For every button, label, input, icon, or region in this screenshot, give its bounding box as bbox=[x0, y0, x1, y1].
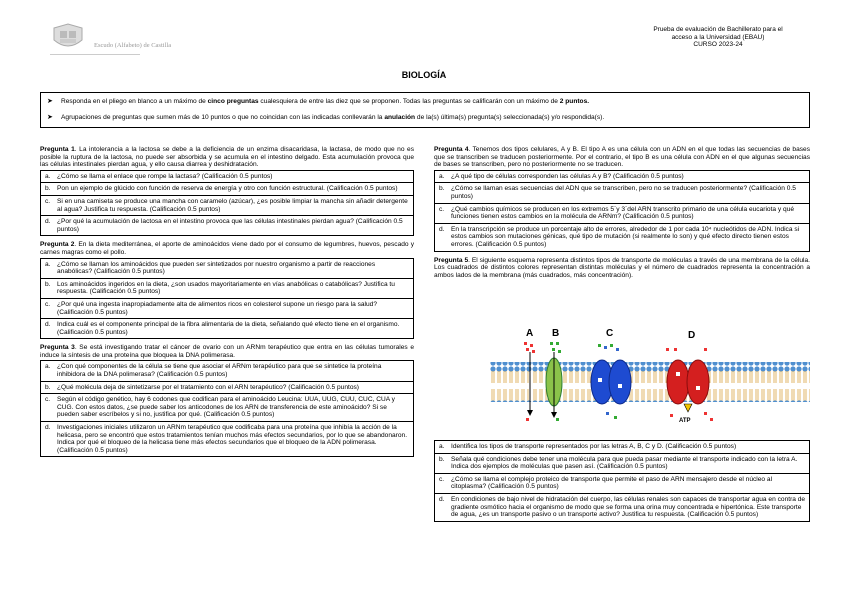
question-3-d: d. Investigaciones iniciales utilizaron un ARNm terapéutico que codificaba para una proteína que inhibía la acción de la helicasa, pero se encontró que estos tratamientos tenían muchos más efectos secundarios, por lo que se abandonaron. Indica por qué el bloqueo de la helicasa tiene más efectos secundarios que el bloqueo de la ADN polimerasa. (Calificación 0.5 puntos) bbox=[40, 421, 414, 457]
question-1-a: a. ¿Cómo se llama el enlace que rompe la lactasa? (Calificación 0.5 puntos) bbox=[40, 170, 414, 184]
arrow-bullet-icon: ➤ bbox=[47, 114, 53, 121]
question-3-c: c. Según el código genético, hay 6 codones que codifican para el aminoácido Leucina: UUA, UUG, CUU, CUC, CUA y CUG. Con estos datos, ¿se puede saber los anticodones de los ARN de transferencia de este aminoácido? Si se pueden saber escríbelos y si no, justifica por qué. (Calificación 0.5 puntos) bbox=[40, 393, 414, 422]
question-4-c: c. ¿Qué cambios químicos se producen en los extremos 5´y 3´del ARN transcrito primario de una célula eucariota y qué funciones tienen estos cambios en la molécula de ARNm? (Calificación 0.5 puntos) bbox=[434, 203, 810, 224]
carrier-protein-c-right bbox=[609, 360, 631, 404]
question-1-b: b. Pon un ejemplo de glúcido con función de reserva de energía y otro con función estructural. (Calificación 0.5 puntos) bbox=[40, 182, 414, 196]
lipid-bilayer bbox=[490, 362, 810, 402]
instruction-1: ➤ Responda en el pliego en blanco a un máximo de cinco preguntas cualesquiera de entre las diez que se proponen. Todas las preguntas se calificarán con un máximo de 2 puntos. bbox=[47, 98, 590, 105]
left-column bbox=[40, 146, 414, 457]
question-2-a: a. ¿Cómo se llaman los aminoácidos que pueden ser sintetizados por nuestro organismo a partir de reacciones anabólicas? (Calificación 0.5 puntos) bbox=[40, 258, 414, 279]
university-crest-icon bbox=[46, 22, 90, 52]
label-d: D bbox=[688, 330, 696, 341]
question-1-c: c. Si en una camiseta se produce una mancha con caramelo (azúcar), ¿es posible limpiar la mancha sin añadir detergente al agua? Justifica tu respuesta. (Calificación 0.5 puntos) bbox=[40, 195, 414, 216]
question-2-c: c. ¿Por qué una ingesta inapropiadamente alta de alimentos ricos en colesterol supone un riesgo para la salud? (Calificación 0.5 puntos) bbox=[40, 298, 414, 319]
header-line-1: Prueba de evaluación de Bachillerato para el bbox=[653, 26, 783, 33]
university-logo bbox=[46, 22, 172, 62]
question-4-a: a. ¿A qué tipo de células corresponden las células A y B? (Calificación 0.5 puntos) bbox=[434, 170, 810, 184]
pump-protein-d-right bbox=[687, 360, 709, 404]
question-5-c: c. ¿Cómo se llama el complejo proteico de transporte que permite el paso de ARN mensajero desde el núcleo al citoplasma? (Calificación 0.5 puntos) bbox=[434, 473, 810, 494]
question-1-d: d. ¿Por qué la acumulación de lactosa en el intestino provoca que las células intestinales pierdan agua? (Calificación 0.5 puntos) bbox=[40, 215, 414, 236]
question-2-intro: Pregunta 2. En la dieta mediterránea, el aporte de aminoácidos viene dado por el consumo de legumbres, huevos, pescado y carnes magras como el pollo. bbox=[40, 241, 414, 256]
atp-label: ATP bbox=[679, 418, 691, 424]
question-5-d: d. En condiciones de bajo nivel de hidratación del cuerpo, las células renales son capaces de transportar agua en contra de gradiente osmótico hacia el organismo de modo que se forma una orina muy concentrada e hipertónica. Este transporte de agua, ¿es un transporte pasivo o un transporte activo? Justifica tu respuesta. (Calificación 0.5 puntos) bbox=[434, 493, 810, 522]
logo-text: Escudo (Alfabeto) de Castilla bbox=[94, 42, 172, 49]
question-5-options bbox=[434, 441, 810, 522]
header-line-3: CURSO 2023-24 bbox=[693, 41, 743, 48]
question-5-a: a. Identifica los tipos de transporte representados por las letras A, B, C y D. (Calificación 0.5 puntos) bbox=[434, 440, 810, 454]
question-1-intro: Pregunta 1. La intolerancia a la lactosa se debe a la deficiencia de un enzima disacaridasa, la lactasa, de modo que no es posible la ruptura de la lactosa, no puede ser absorbida y se acumula en el intestino delgado. Esta acumulación provoca que las células intestinales pierdan agua, y ello causa diarrea y deshidratación. bbox=[40, 146, 415, 169]
exam-header bbox=[618, 26, 818, 49]
pump-protein-d-left bbox=[667, 360, 689, 404]
right-column bbox=[434, 146, 810, 279]
membrane-transport-diagram bbox=[490, 326, 810, 430]
molecules-b-outside bbox=[550, 342, 561, 353]
question-2-d: d. Indica cuál es el componente principal de la fibra alimentaria de la dieta, señalando qué efecto tiene en el organismo. (Calificación 0.5 puntos) bbox=[40, 318, 414, 339]
instruction-2: ➤ Agrupaciones de preguntas que sumen más de 10 puntos o que no coincidan con las indicadas conllevarán la anulación de la(s) última(s) pregunta(s) seleccionada(s) y/o respondida(s). bbox=[47, 114, 605, 121]
arrow-bullet-icon: ➤ bbox=[47, 98, 53, 105]
label-b: B bbox=[552, 328, 560, 339]
question-3-intro: Pregunta 3. Se está investigando tratar el cáncer de ovario con un ARNm terapéutico que entra en las células tumorales e induce la síntesis de una proteína que bloquea la DNA polimerasa. bbox=[40, 344, 415, 359]
question-3-b: b. ¿Qué molécula deja de sintetizarse por el tratamiento con el ARN terapéutico? (Calificación 0.5 puntos) bbox=[40, 381, 414, 395]
molecules-a-outside bbox=[524, 342, 535, 353]
instructions-box bbox=[40, 92, 810, 128]
label-c: C bbox=[606, 328, 614, 339]
question-3-a: a. ¿Con qué componentes de la célula se tiene que asociar el ARNm terapéutico para que se sintetice la proteína inhibidora de la DNA polimerasa? (Calificación 0.5 puntos) bbox=[40, 360, 414, 381]
molecules-d-outside bbox=[666, 348, 707, 351]
page-title: BIOLOGÍA bbox=[401, 70, 447, 80]
question-2-b: b. Los aminoácidos ingeridos en la dieta, ¿son usados mayoritariamente en vías anabólicas o catabólicas? Justifica tu respuesta. (Calificación 0.5 puntos) bbox=[40, 278, 414, 299]
question-4-b: b. ¿Cómo se llaman esas secuencias del ADN que se transcriben, pero no se traducen posteriormente? (Calificación 0.5 puntos) bbox=[434, 182, 810, 203]
question-4-d: d. En la transcripción se produce un porcentaje alto de errores, alrededor de 1 por cada 10⁴ nucleótidos de ADN. Indica si estos cambios son mutaciones génicas, qué tipo de mutación (si realmente lo son) y qué efecto directo tienen estos errores. (Calificación 0.5 puntos) bbox=[434, 223, 810, 252]
molecules-c-outside bbox=[598, 344, 619, 351]
label-a: A bbox=[526, 328, 534, 339]
question-4-intro: Pregunta 4. Tenemos dos tipos celulares, A y B. El tipo A es una célula con un ADN en el que todas las secuencias de bases que se transcriben se traducen posteriormente. Por el contrario, el tipo B es una célula con ADN en el que algunas secuencias de bases se transcriben, pero no posteriormente no se traducen. bbox=[434, 146, 811, 169]
question-5-intro: Pregunta 5. El siguiente esquema representa distintos tipos de transporte de moléculas a través de una membrana de la célula. Los cuadrados de distintos colores representan distintas moléculas y el número de cuadrados representa la concentración a ambos lados de la membrana (más cuadrados, más concentración). bbox=[434, 256, 811, 279]
atp-icon bbox=[684, 404, 692, 412]
header-line-2: acceso a la Universidad (EBAU) bbox=[671, 33, 765, 41]
question-5-b: b. Señala qué condiciones debe tener una molécula para que pueda pasar mediante el transporte indicado con la letra A. Indica dos ejemplos de moléculas que pasen así. (Calificación 0.5 puntos) bbox=[434, 453, 810, 474]
